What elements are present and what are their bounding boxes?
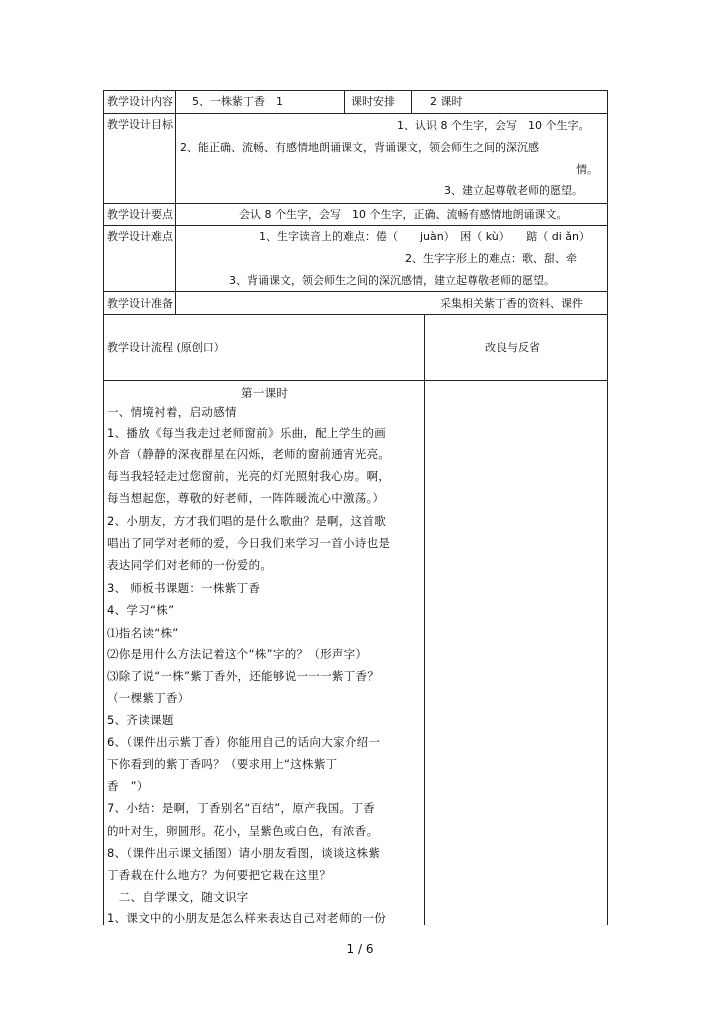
goal-line-1: 1、认识 8 个生字，会写 10 个生字。 [397,119,590,132]
row-divider-4 [103,291,608,292]
content-label: 教学设计内容 [107,95,173,108]
goal-line-4: 3、建立起尊敬老师的愿望。 [444,184,583,197]
content-value: 5、一株紫丁香 1 [192,95,283,108]
row-divider-6 [103,380,608,381]
row-divider-1 [103,113,608,114]
schedule-label: 课时安排 [351,95,395,108]
lesson-line: 丁香栽在什么地方？为何要把它栽在这里？ [107,868,332,882]
lesson-line: （一棵紫丁香） [107,691,190,705]
lesson-line: 6、（课件出示紫丁香）你能用自己的话向大家介绍一 [107,735,381,749]
difficulty-line-2: 2、生字字形上的难点：歌、甜、牵 [405,252,577,265]
lesson-line: 外音（静静的深夜群星在闪烁，老师的窗前通宵光亮。 [107,447,391,461]
key-points-text: 会认 8 个生字，会写 10 个生字，正确、流畅有感情地朗诵课文。 [239,208,568,221]
difficulties-label: 教学设计难点 [107,230,173,243]
row-divider-2 [103,203,608,204]
lesson-line: 3、 师板书课题：一株紫丁香 [107,581,261,595]
schedule-value: 2 课时 [430,95,463,108]
lesson-line: 香 ”） [107,779,149,793]
lesson-line: 5、齐读课题 [107,713,174,727]
preparation-text: 采集相关紫丁香的资料、课件 [440,297,583,310]
difficulty-line-1: 1、生字读音上的难点：倦（ juàn） 困（ kù） 踮（ di ǎn） [259,230,590,243]
lesson-title: 第一课时 [241,386,289,400]
lesson-line: 二、自学课文，随文识字 [107,890,249,904]
preparation-label: 教学设计准备 [107,297,173,310]
reflection-column-divider [424,314,425,925]
lesson-line: 1、播放《每当我走过老师窗前》乐曲，配上学生的画 [107,426,387,440]
table-border-left [103,90,104,925]
lesson-line: ⑵你是用什么方法记着这个“株”字的？（形声字） [107,647,368,661]
lesson-line: ⑴指名读“株” [107,626,179,640]
goal-line-2: 2、能正确、流畅、有感情地朗诵课文，背诵课文，领会师生之间的深沉感 [180,141,539,154]
lesson-line: 每当我轻轻走过您窗前，光亮的灯光照射我心房。啊， [107,469,391,483]
schedule-divider-left [344,90,345,113]
lesson-line: 每当想起您，尊敬的好老师，一阵阵暖流心中激荡。） [107,491,385,505]
lesson-line: 唱出了同学对老师的爱，今日我们来学习一首小诗也是 [107,536,391,550]
lesson-line: ⑶除了说“一株”紫丁香外，还能够说一一一紫丁香？ [107,669,380,683]
lesson-line: 7、小结：是啊，丁香别名“百结”，原产我国。丁香 [107,801,375,815]
table-border-right [607,90,608,925]
goal-line-3: 情。 [576,163,598,176]
table-border-top [103,90,608,91]
row-divider-3 [103,225,608,226]
page-number: 1 / 6 [346,942,374,956]
lesson-line: 下你看到的紫丁香吗？（要求用上“这株紫丁 [107,757,338,771]
lesson-line: 表达同学们对老师的一份爱的。 [107,558,273,572]
flow-label: 教学设计流程 (原创口） [107,341,225,354]
lesson-line: 1、课文中的小朋友是怎么样来表达自己对老师的一份 [107,911,387,925]
lesson-line: 4、学习“株” [107,603,175,617]
label-column-divider [175,90,176,314]
reflection-label: 改良与反省 [485,341,540,354]
schedule-divider-right [411,90,412,113]
lesson-line: 一、情境衬着，启动感情 [107,405,237,419]
difficulty-line-3: 3、背诵课文，领会师生之间的深沉感情，建立起尊敬老师的愿望。 [229,274,555,287]
row-divider-5 [103,314,608,315]
lesson-line: 8、（课件出示课文插图）请小朋友看图，谈谈这株紫 [107,846,381,860]
goals-label: 教学设计目标 [107,118,173,131]
key-points-label: 教学设计要点 [107,208,173,221]
lesson-line: 2、小朋友，方才我们唱的是什么歌曲？是啊，这首歌 [107,514,387,528]
lesson-line: 的叶对生，卵圆形。花小，呈紫色或白色，有浓香。 [107,824,379,838]
